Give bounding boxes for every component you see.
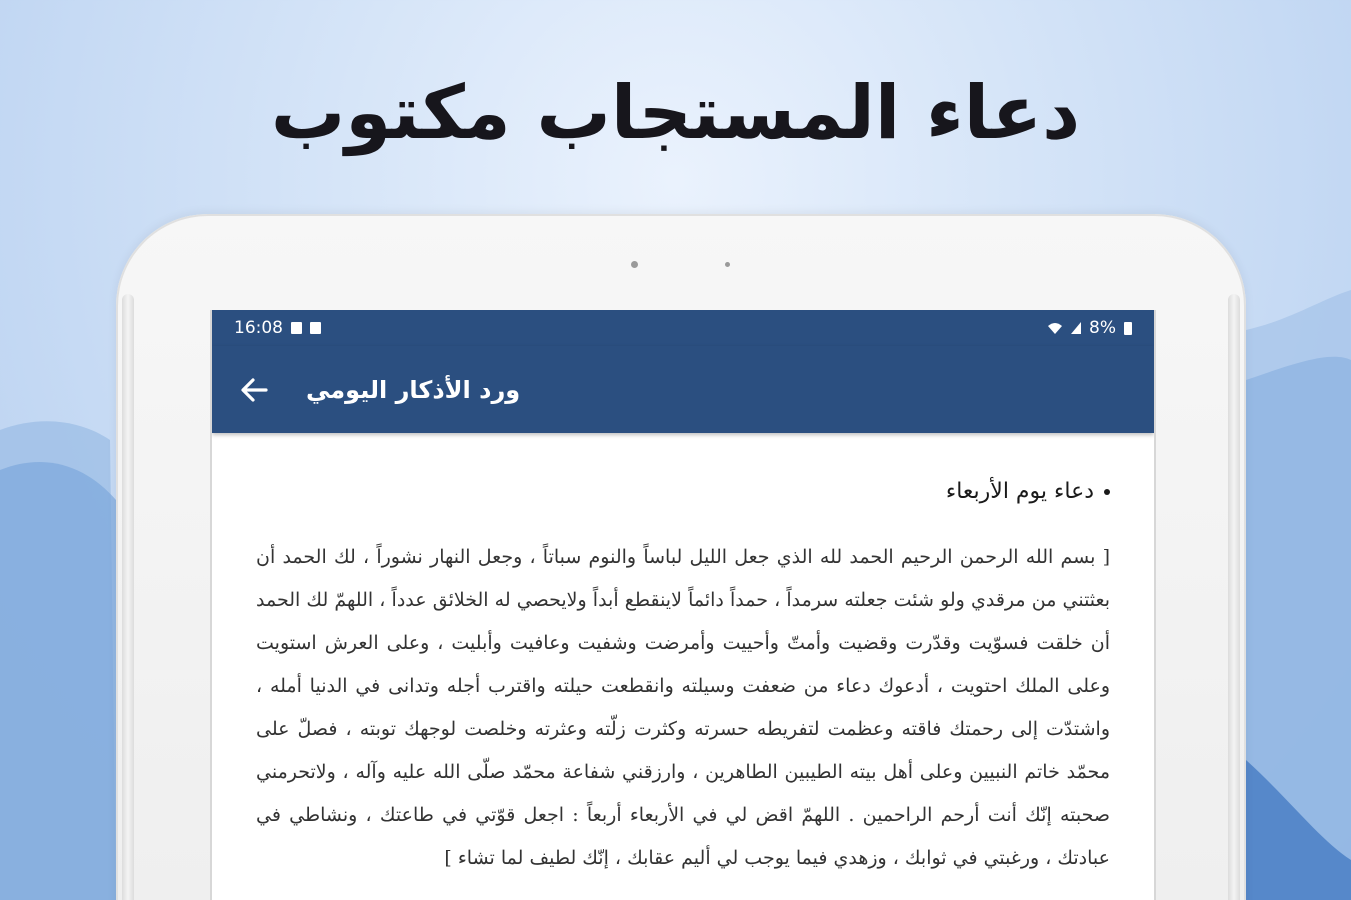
tablet-side-edge-right [1228, 294, 1240, 900]
battery-percent: 8% [1089, 318, 1116, 338]
wifi-signal-icon [1047, 322, 1063, 334]
tablet-side-edge-left [122, 294, 134, 900]
headline: دعاء المستجاب مكتوب [270, 70, 1081, 156]
status-right [1047, 318, 1132, 338]
status-left [234, 318, 321, 338]
dua-body-text: [ بسم الله الرحمن الرحيم الحمد لله الذي جعل الليل لباساً والنوم سباتاً ، وجعل النهار نشوراً ، لك الحمد أن بعثتني من مرقدي ولو شئت جعلته سرمداً ، حمداً دائماً لاينقطع أبداً ولايحصي له الخلائق عدداً ، اللهمّ لك الحمد أن خلقت فسوّيت وقدّرت وقضيت وأمتّ وأحييت وأمرضت وشفيت وعافيت وأبليت ، وعلى العرش استويت وعلى الملك احتويت ، أدعوك دعاء من ضعفت وسيلته وانقطعت حيلته واقترب أجله وتدانى في الدنيا أمله ، واشتدّت إلى رحمتك فاقته وعظمت لتفريطه حسرته وكثرت زلّته وعثرته وخلصت لوجهك توبته ، فصلّ على محمّد خاتم النبيين وعلى أهل بيته الطيبين الطاهرين ، وارزقني شفاعة محمّد صلّى الله عليه وآله ، ولاتحرمني صحبته إنّك أنت أرحم الراحمين . اللهمّ اقض لي في الأربعاء أربعاً : اجعل قوّتي في طاعتك ، ونشاطي في عبادتك ، ورغبتي في ثوابك ، وزهدي فيما يوجب لي أليم عقابك ، إنّك لطيف لما تشاء ] [256, 546, 1110, 869]
notification-check-icon [310, 322, 321, 334]
cell-signal-icon [1071, 322, 1081, 334]
status-bar [212, 310, 1154, 346]
camera-dot [631, 261, 638, 268]
battery-icon [1124, 322, 1132, 335]
back-button[interactable] [222, 358, 286, 422]
dua-heading [256, 479, 1110, 504]
bullet-icon [1104, 489, 1110, 495]
app-bar [212, 346, 1154, 433]
app-screen [210, 310, 1156, 900]
status-time: 16:08 [234, 318, 283, 338]
content-area [212, 479, 1154, 880]
dua-heading-text: دعاء يوم الأربعاء [945, 479, 1094, 504]
notification-image-icon [291, 322, 302, 334]
arrow-back-icon [238, 374, 270, 406]
tablet-frame [116, 214, 1246, 900]
app-bar-title: ورد الأذكار اليومي [306, 375, 521, 404]
sensor-dot [725, 262, 730, 267]
